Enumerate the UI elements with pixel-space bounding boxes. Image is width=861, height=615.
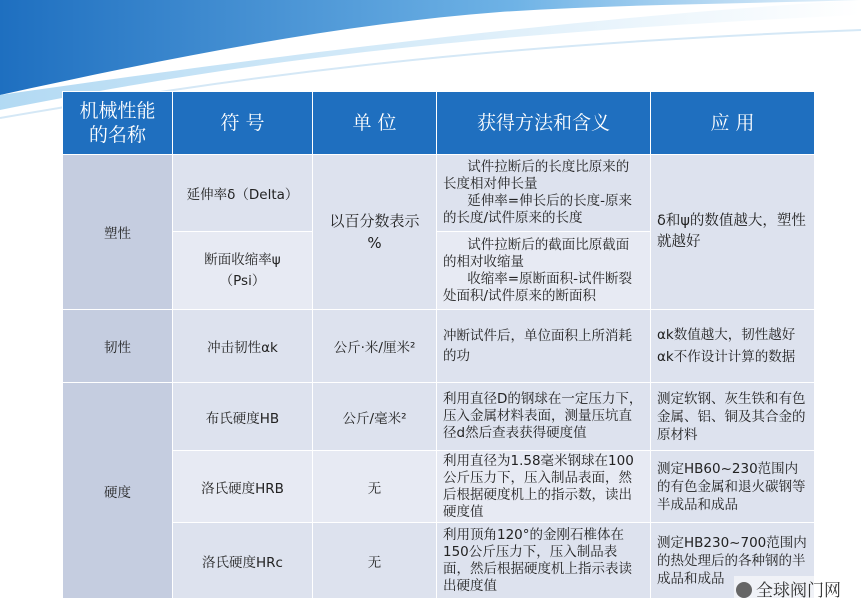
method-elongation: 试件拉断后的长度比原来的 长度相对伸长量 延伸率=伸长后的长度-原来 的长度/试件原来的长度: [437, 155, 651, 232]
unit-rockwell-c: 无: [313, 523, 437, 599]
category-plasticity: 塑性: [63, 155, 173, 310]
unit-percent: 以百分数表示 %: [313, 155, 437, 310]
symbol-impact-toughness: 冲击韧性αk: [173, 310, 313, 383]
symbol-rockwell-b: 洛氏硬度HRB: [173, 451, 313, 523]
unit-impact-toughness: 公斤·米/厘米²: [313, 310, 437, 383]
header-method: 获得方法和含义: [437, 92, 651, 155]
method-impact-toughness: 冲断试件后，单位面积上所消耗的功: [437, 310, 651, 383]
table-row: [63, 310, 815, 383]
table-row: [63, 155, 815, 232]
symbol-rockwell-c: 洛氏硬度HRc: [173, 523, 313, 599]
category-toughness: 韧性: [63, 310, 173, 383]
header-application: 应 用: [651, 92, 815, 155]
application-rockwell-c: 测定HB230~700范围内的热处理后的各种钢的半成品和成品: [651, 523, 815, 599]
watermark: [734, 576, 843, 601]
symbol-elongation: 延伸率δ（Delta）: [173, 155, 313, 232]
method-rockwell-b: 利用直径为1.58毫米钢球在100公斤压力下，压入制品表面，然后根据硬度机上的指示数，读出硬度值: [437, 451, 651, 523]
method-brinell: 利用直径D的钢球在一定压力下，压入金属材料表面，测量压坑直径d然后查表获得硬度值: [437, 383, 651, 451]
table-row: [63, 523, 815, 599]
application-plasticity: δ和ψ的数值越大，塑性就越好: [651, 155, 815, 310]
table-row: [63, 451, 815, 523]
wechat-icon: [736, 582, 752, 598]
symbol-brinell: 布氏硬度HB: [173, 383, 313, 451]
header-property-name: 机械性能 的名称: [63, 92, 173, 155]
category-hardness: 硬度: [63, 383, 173, 599]
table-row: [63, 383, 815, 451]
symbol-reduction-of-area: 断面收缩率ψ （Psi）: [173, 232, 313, 310]
application-toughness: αk数值越大，韧性越好 αk不作设计计算的数据: [651, 310, 815, 383]
method-reduction-of-area: 试件拉断后的截面比原截面 的相对收缩量 收缩率=原断面积-试件断裂 处面积/试件原来的断面积: [437, 232, 651, 310]
header-unit: 单 位: [313, 92, 437, 155]
method-rockwell-c: 利用顶角120°的金刚石椎体在150公斤压力下，压入制品表面，然后根据硬度机上指示表读出硬度值: [437, 523, 651, 599]
application-brinell: 测定软钢、灰生铁和有色金属、铝、铜及其合金的原材料: [651, 383, 815, 451]
header-row: [63, 92, 815, 155]
application-rockwell-b: 测定HB60~230范围内的有色金属和退火碳钢等半成品和成品: [651, 451, 815, 523]
watermark-text: 全球阀门网: [756, 581, 841, 601]
header-symbol: 符 号: [173, 92, 313, 155]
mechanical-properties-table: [62, 91, 815, 599]
unit-rockwell-b: 无: [313, 451, 437, 523]
unit-brinell: 公斤/毫米²: [313, 383, 437, 451]
